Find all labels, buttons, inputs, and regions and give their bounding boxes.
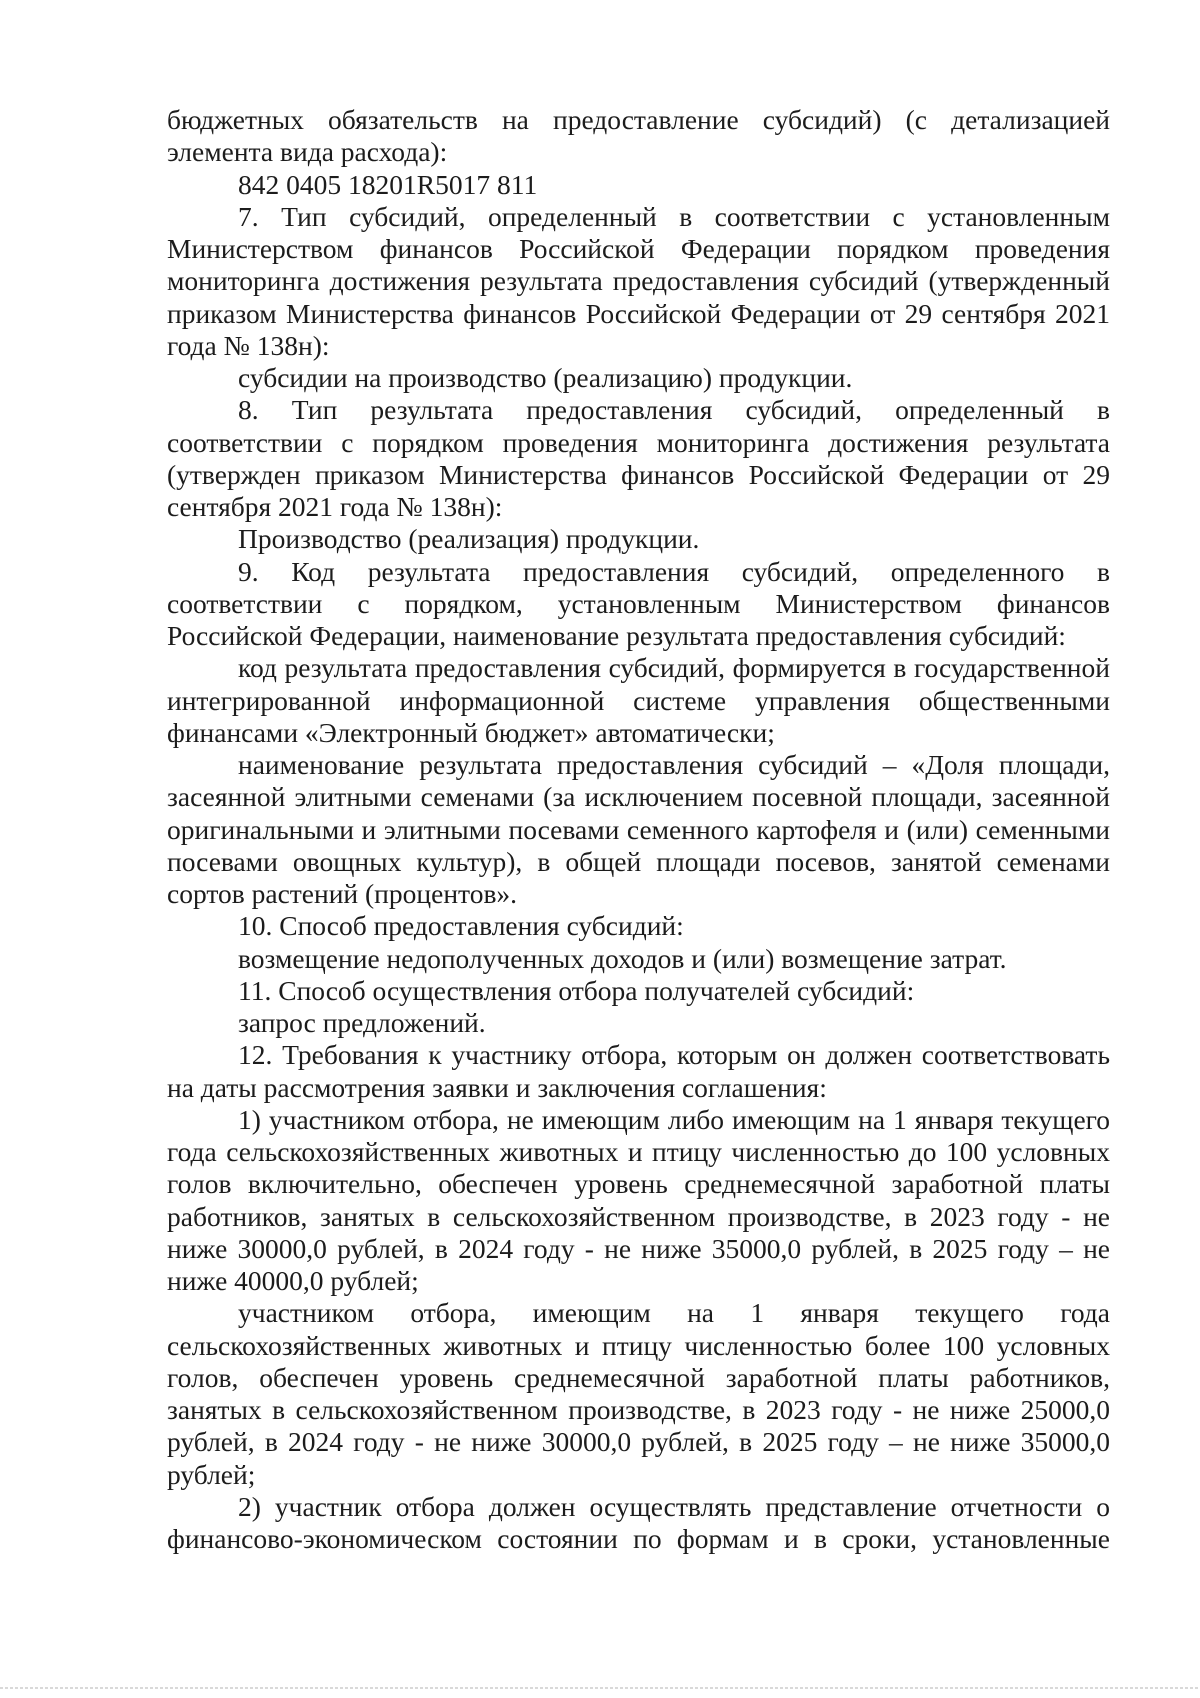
scan-edge-line bbox=[0, 1687, 1200, 1689]
paragraph-item-12-requirement-1b: участником отбора, имеющим на 1 января текущего года сельскохозяйственных животных и птицу численностью более 100 условных голов, обеспечен уровень среднемесячной заработной платы работников, занятых в сельскохозяйственном производстве, в 2023 году - не ниже 25000,0 рублей, в 2024 году - не ниже 30000,0 рублей, в 2025 году – не ниже 35000,0 рублей; bbox=[167, 1297, 1110, 1490]
paragraph-item-9: 9. Код результата предоставления субсидий, определенного в соответствии с порядком, установленным Министерством финансов Российской Федерации, наименование результата предоставления субсидий: bbox=[167, 555, 1110, 651]
paragraph-item-9-name: наименование результата предоставления субсидий – «Доля площади, засеянной элитными семенами (за исключением посевной площади, засеянной оригинальными и элитными посевами семенного картофеля и (или) семенными посевами овощных культур), в общей площади посевов, занятой семенами сортов растений (процентов». bbox=[167, 749, 1110, 909]
paragraph-item-7: 7. Тип субсидий, определенный в соответствии с установленным Министерством финансов Российской Федерации порядком проведения мониторинга достижения результата предоставления субсидий (утвержденный приказом Министерства финансов Российской Федерации от 29 сентября 2021 года № 138н): bbox=[167, 200, 1110, 361]
paragraph-item-9-code: код результата предоставления субсидий, формируется в государственной интегрированной информационной системе управления общественными финансами «Электронный бюджет» автоматически; bbox=[167, 652, 1110, 748]
paragraph-item-8-value: Производство (реализация) продукции. bbox=[238, 523, 700, 555]
paragraph-budget-obligations: бюджетных обязательств на предоставление субсидий) (с детализацией элемента вида расхода): bbox=[167, 104, 1110, 168]
paragraph-item-10-value: возмещение недополученных доходов и (или) возмещение затрат. bbox=[238, 942, 1007, 974]
paragraph-item-8: 8. Тип результата предоставления субсидий, определенный в соответствии с порядком проведения мониторинга достижения результата (утвержден приказом Министерства финансов Российской Федерации от 29 сентября 2021 года № 138н): bbox=[167, 394, 1110, 522]
paragraph-item-11: 11. Способ осуществления отбора получателей субсидий: bbox=[238, 974, 915, 1006]
paragraph-item-11-value: запрос предложений. bbox=[238, 1007, 486, 1038]
paragraph-item-10: 10. Способ предоставления субсидий: bbox=[238, 910, 684, 942]
paragraph-item-7-value: субсидии на производство (реализацию) продукции. bbox=[238, 362, 853, 393]
paragraph-item-12-requirement-1: 1) участником отбора, не имеющим либо имеющим на 1 января текущего года сельскохозяйственных животных и птицу численностью до 100 условных голов включительно, обеспечен уровень среднемесячной заработной платы работников, занятых в сельскохозяйственном производстве, в 2023 году - не ниже 30000,0 рублей, в 2024 году - не ниже 35000,0 рублей, в 2025 году – не ниже 40000,0 рублей; bbox=[167, 1103, 1110, 1296]
document-body bbox=[167, 104, 1110, 1555]
paragraph-item-12-requirement-2: 2) участник отбора должен осуществлять представление отчетности о финансово-экономическом состоянии по формам и в сроки, установленные bbox=[167, 1490, 1110, 1554]
paragraph-item-12: 12. Требования к участнику отбора, которым он должен соответствовать на даты рассмотрения заявки и заключения соглашения: bbox=[167, 1039, 1110, 1103]
paragraph-budget-code: 842 0405 18201R5017 811 bbox=[238, 168, 538, 200]
